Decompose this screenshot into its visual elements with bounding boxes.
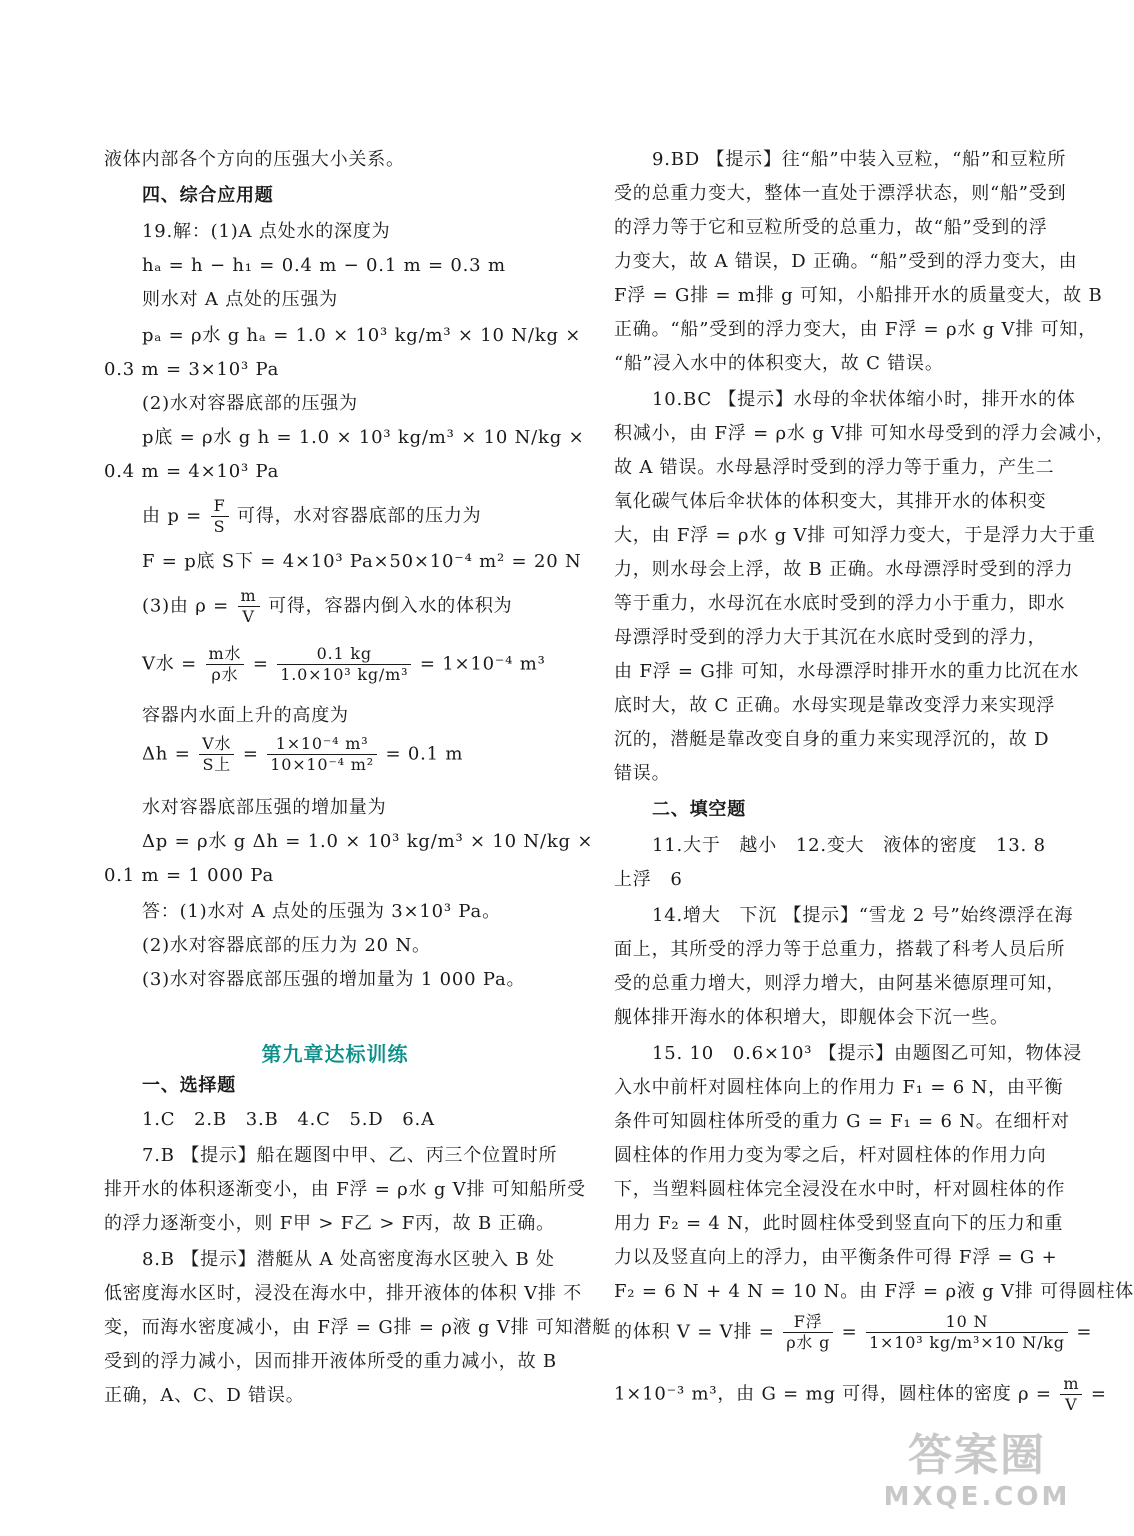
text-line: 错误。 bbox=[614, 763, 671, 784]
equation-text: = bbox=[252, 653, 269, 675]
equation-text: = bbox=[1076, 1321, 1093, 1343]
equation-line: 0.3 m = 3×10³ Pa bbox=[104, 359, 280, 380]
fraction-denominator: ρ水 bbox=[211, 665, 239, 684]
watermark-title: 答案圈 bbox=[908, 1430, 1046, 1481]
equation-line: 0.1 m = 1 000 Pa bbox=[104, 865, 275, 886]
text-line: 9.BD 【提示】往“船”中装入豆粒，“船”和豆粒所 bbox=[652, 149, 1067, 170]
equation-line bbox=[142, 644, 546, 685]
answer-line: 1.C 2.B 3.B 4.C 5.D 6.A bbox=[142, 1109, 435, 1130]
text-line: 15. 10 0.6×10³ 【提示】由题图乙可知，物体浸 bbox=[652, 1043, 1082, 1064]
text-line: 由 F浮 = G排 可知，水母漂浮时排开水的重力比沉在水 bbox=[614, 661, 1080, 682]
equation-line: p底 = ρ水 g h = 1.0 × 10³ kg/m³ × 10 N/kg × bbox=[142, 427, 585, 448]
text-line: 力变大，故 A 错误，D 正确。“船”受到的浮力变大，由 bbox=[614, 251, 1078, 272]
text-line: 沉的，潜艇是靠改变自身的重力来实现浮沉的，故 D bbox=[614, 729, 1050, 750]
equation-text: = 0.1 m bbox=[385, 743, 464, 765]
equation-line: Δp = ρ水 g Δh = 1.0 × 10³ kg/m³ × 10 N/kg × bbox=[142, 831, 594, 852]
text-line: 变，而海水密度减小，由 F浮 = G排 = ρ液 g V排 可知潜艇 bbox=[104, 1317, 612, 1338]
equation-text: Δh = bbox=[142, 743, 191, 765]
equation-text: (3)由 ρ = bbox=[142, 595, 230, 617]
equation-line: pₐ = ρ水 g hₐ = 1.0 × 10³ kg/m³ × 10 N/kg × bbox=[142, 325, 582, 346]
equation-text: 可得，容器内倒入水的体积为 bbox=[268, 595, 513, 617]
equation-text: 由 p = bbox=[142, 505, 203, 527]
text-line: 母漂浮时受到的浮力大于其沉在水底时受到的浮力， bbox=[614, 627, 1047, 648]
fraction-denominator: S上 bbox=[202, 755, 231, 774]
answer-line: 答：(1)水对 A 点处的压强为 3×10³ Pa。 bbox=[142, 901, 501, 922]
equation-text: 的体积 V = V排 = bbox=[614, 1321, 775, 1343]
equation-line bbox=[614, 1374, 1107, 1415]
fraction-numerator: F bbox=[211, 496, 229, 517]
fraction-numerator: 10 N bbox=[866, 1312, 1068, 1333]
text-line: 面上，其所受的浮力等于总重力，搭载了科考人员后所 bbox=[614, 939, 1066, 960]
fraction-numerator: V水 bbox=[199, 734, 234, 755]
text-line: 排开水的体积逐渐变小，由 F浮 = ρ水 g V排 可知船所受 bbox=[104, 1179, 586, 1200]
equation-line bbox=[614, 1312, 1092, 1353]
text-line: 正确，A、C、D 错误。 bbox=[104, 1385, 305, 1406]
text-line: 8.B 【提示】潜艇从 A 处高密度海水区驶入 B 处 bbox=[142, 1249, 555, 1270]
text-line: 7.B 【提示】船在题图中甲、乙、丙三个位置时所 bbox=[142, 1145, 558, 1166]
text-line: 力，则水母会上浮，故 B 正确。水母漂浮时受到的浮力 bbox=[614, 559, 1074, 580]
text-line: 液体内部各个方向的压强大小关系。 bbox=[104, 149, 405, 170]
equation-line bbox=[142, 586, 512, 627]
fraction-numerator: m bbox=[1060, 1374, 1082, 1395]
text-line: 用力 F₂ = 4 N，此时圆柱体受到竖直向下的压力和重 bbox=[614, 1213, 1064, 1234]
text-line: 底时大，故 C 正确。水母实现是靠改变浮力来实现浮 bbox=[614, 695, 1056, 716]
text-line: (2)水对容器底部的压强为 bbox=[142, 393, 358, 414]
text-line: 圆柱体的作用力变为零之后，杆对圆柱体的作用力向 bbox=[614, 1145, 1047, 1166]
text-line: F₂ = 6 N + 4 N = 10 N。由 F浮 = ρ液 g V排 可得圆柱体 bbox=[614, 1281, 1134, 1302]
text-line: “船”浸入水中的体积变大，故 C 错误。 bbox=[614, 353, 944, 374]
fraction-denominator: 10×10⁻⁴ m² bbox=[270, 755, 374, 774]
fraction-denominator: ρ水 g bbox=[786, 1333, 831, 1352]
fraction bbox=[277, 644, 411, 685]
text-line: 低密度海水区时，浸没在海水中，排开液体的体积 V排 不 bbox=[104, 1283, 583, 1304]
text-line: 的浮力等于它和豆粒所受的总重力，故“船”受到的浮 bbox=[614, 217, 1048, 238]
fraction-numerator: 1×10⁻⁴ m³ bbox=[267, 734, 377, 755]
text-line: 故 A 错误。水母悬浮时受到的浮力等于重力，产生二 bbox=[614, 457, 1055, 478]
watermark-url: MXQE.COM bbox=[883, 1482, 1071, 1512]
equation-line bbox=[142, 734, 463, 775]
text-line: 水对容器底部压强的增加量为 bbox=[142, 797, 387, 818]
text-line: 容器内水面上升的高度为 bbox=[142, 705, 349, 726]
section-heading: 二、填空题 bbox=[652, 799, 746, 820]
fraction-numerator: F浮 bbox=[783, 1312, 833, 1333]
answer-line: 11.大于 越小 12.变大 液体的密度 13. 8 bbox=[652, 835, 1046, 856]
answer-line: (3)水对容器底部压强的增加量为 1 000 Pa。 bbox=[142, 969, 526, 990]
equation-text: V水 = bbox=[142, 653, 198, 675]
fraction-numerator: 0.1 kg bbox=[277, 644, 411, 665]
equation-line: hₐ = h − h₁ = 0.4 m − 0.1 m = 0.3 m bbox=[142, 255, 506, 276]
text-line: 受的总重力变大，整体一直处于漂浮状态，则“船”受到 bbox=[614, 183, 1067, 204]
fraction-denominator: 1.0×10³ kg/m³ bbox=[280, 665, 409, 684]
text-line: 19.解：(1)A 点处水的深度为 bbox=[142, 221, 391, 242]
text-line: 力以及竖直向上的浮力，由平衡条件可得 F浮 = G + bbox=[614, 1247, 1058, 1268]
text-line: 正确。“船”受到的浮力变大，由 F浮 = ρ水 g V排 可知， bbox=[614, 319, 1098, 340]
text-line: 入水中前杆对圆柱体向上的作用力 F₁ = 6 N，由平衡 bbox=[614, 1077, 1064, 1098]
text-line: 积减小，由 F浮 = ρ水 g V排 可知水母受到的浮力会减小， bbox=[614, 423, 1115, 444]
text-line: 下，当塑料圆柱体完全浸没在水中时，杆对圆柱体的作 bbox=[614, 1179, 1066, 1200]
section-heading: 四、综合应用题 bbox=[142, 185, 274, 206]
fraction bbox=[238, 586, 260, 627]
fraction bbox=[267, 734, 377, 775]
fraction bbox=[783, 1312, 833, 1353]
equation-line: 0.4 m = 4×10³ Pa bbox=[104, 461, 280, 482]
equation-line: F = p底 S下 = 4×10³ Pa×50×10⁻⁴ m² = 20 N bbox=[142, 551, 582, 572]
text-line: 受的总重力增大，则浮力增大，由阿基米德原理可知， bbox=[614, 973, 1066, 994]
text-line: 等于重力，水母沉在水底时受到的浮力小于重力，即水 bbox=[614, 593, 1066, 614]
text-line: 氧化碳气体后伞状体的体积变大，其排开水的体积变 bbox=[614, 491, 1047, 512]
fraction-numerator: m bbox=[238, 586, 260, 607]
fraction-numerator: m水 bbox=[206, 644, 245, 665]
text-line: 舰体排开海水的体积增大，即舰体会下沉一些。 bbox=[614, 1007, 1009, 1028]
fraction-denominator: V bbox=[1065, 1395, 1078, 1414]
answer-line: (2)水对容器底部的压力为 20 N。 bbox=[142, 935, 431, 956]
equation-text: 1×10⁻³ m³，由 G = mg 可得，圆柱体的密度 ρ = bbox=[614, 1383, 1052, 1405]
text-line: F浮 = G排 = m排 g 可知，小船排开水的质量变大，故 B bbox=[614, 285, 1103, 306]
watermark-logo bbox=[882, 1430, 1072, 1526]
text-line: 的浮力逐渐变小，则 F甲 > F乙 > F丙，故 B 正确。 bbox=[104, 1213, 555, 1234]
fraction bbox=[206, 644, 245, 685]
fraction-denominator: S bbox=[213, 517, 226, 536]
text-line: 大，由 F浮 = ρ水 g V排 可知浮力变大，于是浮力大于重 bbox=[614, 525, 1096, 546]
section-heading: 一、选择题 bbox=[142, 1075, 236, 1096]
text-line: 条件可知圆柱体所受的重力 G = F₁ = 6 N。在细杆对 bbox=[614, 1111, 1070, 1132]
fraction bbox=[199, 734, 234, 775]
text-line: 10.BC 【提示】水母的伞状体缩小时，排开水的体 bbox=[652, 389, 1076, 410]
equation-text: 可得，水对容器底部的压力为 bbox=[237, 505, 482, 527]
equation-text: = bbox=[1090, 1383, 1107, 1405]
text-line: 则水对 A 点处的压强为 bbox=[142, 289, 339, 310]
text-line: 14.增大 下沉 【提示】“雪龙 2 号”始终漂浮在海 bbox=[652, 905, 1074, 926]
equation-line bbox=[142, 496, 481, 537]
fraction bbox=[1060, 1374, 1082, 1415]
chapter-title: 第九章达标训练 bbox=[261, 1042, 409, 1066]
text-line: 受到的浮力减小，因而排开液体所受的重力减小，故 B bbox=[104, 1351, 557, 1372]
fraction-denominator: 1×10³ kg/m³×10 N/kg bbox=[869, 1333, 1065, 1352]
equation-text: = 1×10⁻⁴ m³ bbox=[419, 653, 546, 675]
equation-text: = bbox=[841, 1321, 858, 1343]
answer-line: 上浮 6 bbox=[614, 869, 683, 890]
fraction bbox=[211, 496, 229, 537]
equation-text: = bbox=[242, 743, 259, 765]
fraction bbox=[866, 1312, 1068, 1353]
fraction-denominator: V bbox=[242, 607, 255, 626]
